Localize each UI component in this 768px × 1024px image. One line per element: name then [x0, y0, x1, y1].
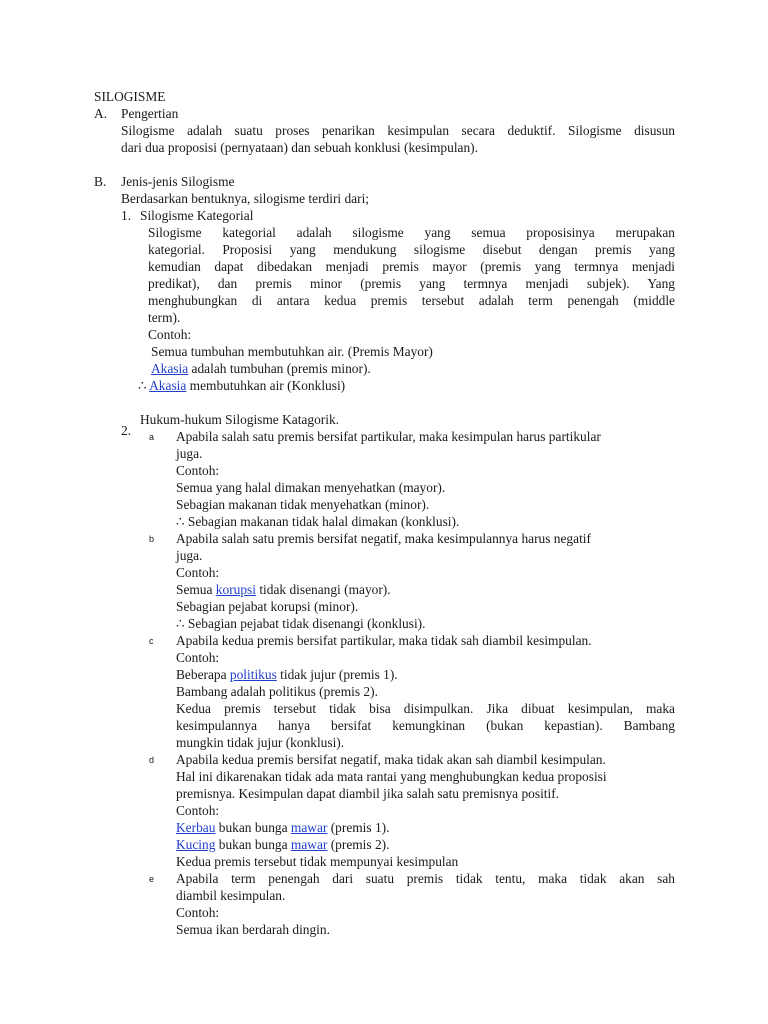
section-b-intro: Berdasarkan bentuknya, silogisme terdiri dari;: [121, 191, 370, 206]
rule-b-line-2: juga.: [176, 548, 203, 563]
rule-c-example-1-post: tidak jujur (premis 1).: [276, 667, 398, 682]
rule-c-example-1-pre: Beberapa: [176, 667, 230, 682]
rule-a-example-1: Semua yang halal dimakan menyehatkan (mayor).: [176, 480, 446, 495]
rule-b-example-2: Sebagian pejabat korupsi (minor).: [176, 599, 359, 614]
rule-c-paragraph: [176, 700, 675, 734]
rule-d-example-2: [176, 836, 389, 853]
rule-d-example-3: Kedua premis tersebut tidak mempunyai kesimpulan: [176, 854, 459, 869]
section-a-marker: A.: [94, 106, 108, 121]
rule-e-paragraph: [176, 870, 675, 887]
item-1-line-2: kategorial. Proposisi yang mendukung silogisme disebut dengan premis yang: [148, 242, 675, 257]
therefore-symbol: ∴: [138, 378, 150, 393]
item-1-example-3-rest: membutuhkan air (Konklusi): [186, 378, 346, 393]
rule-e-line-1: Apabila term penengah dari suatu premis tidak tentu, maka tidak akan sah: [176, 871, 675, 886]
item-1-example-2: [151, 360, 371, 377]
kerbau-link[interactable]: Kerbau: [176, 820, 216, 835]
rule-d-example-2-post: (premis 2).: [327, 837, 390, 852]
kucing-link[interactable]: Kucing: [176, 837, 216, 852]
rule-d-marker: d: [149, 755, 155, 765]
akasia-link-2[interactable]: Akasia: [149, 378, 187, 393]
rule-e-marker: e: [149, 874, 155, 884]
section-a-line-1: Silogisme adalah suatu proses penarikan kesimpulan secara deduktif. Silogisme disusun: [121, 123, 675, 138]
akasia-link[interactable]: Akasia: [151, 361, 189, 376]
rule-e-line-2: diambil kesimpulan.: [176, 888, 286, 903]
korupsi-link[interactable]: korupsi: [215, 582, 256, 597]
item-1-line-5: menghubungkan di antara kedua premis tersebut adalah term penengah (middle: [148, 293, 675, 308]
rule-d-line-1: Apabila kedua premis bersifat negatif, maka tidak akan sah diambil kesimpulan.: [176, 752, 606, 767]
rule-e-example-1: Semua ikan berdarah dingin.: [176, 922, 330, 937]
rule-c-line-1: Apabila kedua premis bersifat partikular, maka tidak sah diambil kesimpulan.: [176, 633, 592, 648]
item-1-paragraph: [148, 224, 675, 309]
rule-c-example-4: kesimpulannya hanya bersifat kemungkinan (bukan kepastian). Bambang: [176, 718, 675, 733]
rule-c-example-2: Bambang adalah politikus (premis 2).: [176, 684, 378, 699]
item-1-line-1: Silogisme kategorial adalah silogisme yang semua proposisinya merupakan: [148, 225, 675, 240]
rule-c-contoh: Contoh:: [176, 650, 220, 665]
rule-b-line-1: Apabila salah satu premis bersifat negatif, maka kesimpulannya harus negatif: [176, 531, 591, 546]
rule-a-example-2: Sebagian makanan tidak menyehatkan (minor).: [176, 497, 430, 512]
section-b-marker: B.: [94, 174, 107, 189]
rule-d-line-3: premisnya. Kesimpulan dapat diambil jika salah satu premisnya positif.: [176, 786, 560, 801]
rule-c-example-5: mungkin tidak jujur (konklusi).: [176, 735, 345, 750]
rule-b-contoh: Contoh:: [176, 565, 220, 580]
rule-b-example-3: ∴ Sebagian pejabat tidak disenangi (konklusi).: [176, 616, 426, 631]
rule-d-line-2: Hal ini dikarenakan tidak ada mata rantai yang menghubungkan kedua proposisi: [176, 769, 607, 784]
rule-d-example-1: [176, 819, 389, 836]
mawar-link[interactable]: mawar: [290, 820, 328, 835]
item-1-contoh: Contoh:: [148, 327, 192, 342]
section-a-heading: Pengertian: [121, 106, 179, 121]
item-1-line-4: predikat), dan premis minor (premis yang termnya menjadi subjek). Yang: [148, 276, 675, 291]
rule-d-contoh: Contoh:: [176, 803, 220, 818]
item-1-marker: 1.: [121, 208, 132, 223]
item-1-line-3: kemudian dapat dibedakan menjadi premis mayor (premis yang termnya menjadi: [148, 259, 675, 274]
item-1-line-6: term).: [148, 310, 181, 325]
item-2-heading: Hukum-hukum Silogisme Katagorik.: [140, 412, 339, 427]
rule-d-example-1-mid: bukan bunga: [215, 820, 291, 835]
rule-d-example-2-mid: bukan bunga: [215, 837, 291, 852]
rule-a-line-1: Apabila salah satu premis bersifat partikular, maka kesimpulan harus partikular: [176, 429, 601, 444]
rule-a-marker: a: [149, 432, 155, 442]
item-1-example-3: [138, 377, 345, 394]
item-2-marker: 2.: [121, 423, 132, 438]
rule-b-example-1-post: tidak disenangi (mayor).: [255, 582, 391, 597]
rule-b-example-1-pre: Semua: [176, 582, 216, 597]
rule-e-contoh: Contoh:: [176, 905, 220, 920]
rule-c-example-1: [176, 666, 398, 683]
rule-a-contoh: Contoh:: [176, 463, 220, 478]
section-a-line-2: dari dua proposisi (pernyataan) dan sebuah konklusi (kesimpulan).: [121, 140, 478, 155]
rule-b-example-1: [176, 581, 391, 598]
item-1-heading: Silogisme Kategorial: [140, 208, 254, 223]
item-1-example-2-rest: adalah tumbuhan (premis minor).: [188, 361, 371, 376]
document-title: SILOGISME: [94, 89, 166, 104]
rule-d-example-1-post: (premis 1).: [327, 820, 390, 835]
rule-a-line-2: juga.: [176, 446, 203, 461]
rule-c-marker: c: [149, 636, 154, 646]
politikus-link[interactable]: politikus: [229, 667, 277, 682]
section-b-heading: Jenis-jenis Silogisme: [121, 174, 235, 189]
rule-a-example-3: ∴ Sebagian makanan tidak halal dimakan (konklusi).: [176, 514, 460, 529]
mawar-link-2[interactable]: mawar: [290, 837, 328, 852]
section-a-paragraph: [121, 122, 675, 139]
rule-b-marker: b: [149, 534, 155, 544]
item-1-example-1: Semua tumbuhan membutuhkan air. (Premis Mayor): [151, 344, 433, 359]
rule-c-example-3: Kedua premis tersebut tidak bisa disimpulkan. Jika dibuat kesimpulan, maka: [176, 701, 675, 716]
